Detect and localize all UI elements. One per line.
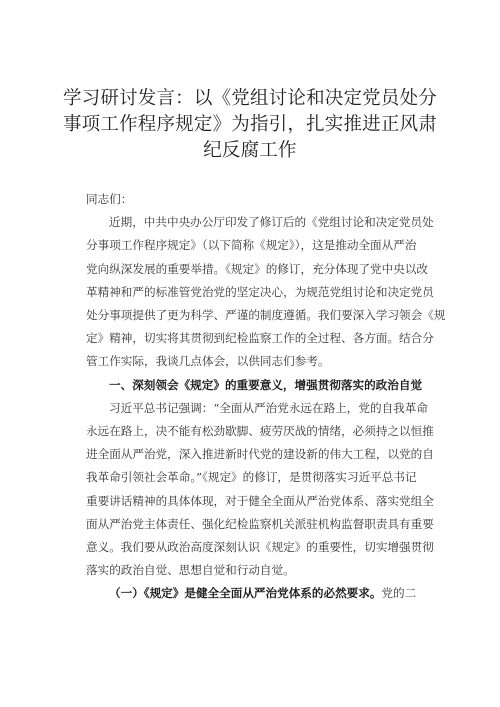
- title-line: 纪反腐工作: [203, 140, 297, 161]
- text-line: 永远在路上，决不能有松劲歇脚、疲劳厌战的情绪，必须持之以恒推: [86, 424, 434, 439]
- text-line: 近期，中共中央办公厅印发了修订后的《党组讨论和决定党员处: [109, 215, 434, 230]
- subsection-text: 党的二: [381, 586, 417, 601]
- text-line: 管工作实际，我谈几点体会，以供同志们参考。: [86, 354, 330, 369]
- title-line: 事项工作程序规定》为指引，扎实推进正风肃: [62, 114, 437, 135]
- text-line: 党向纵深发展的重要举措。《规定》的修订，充分体现了党中央以改: [86, 261, 429, 276]
- text-line: 面从严治党主体责任、强化纪检监察机关派驻机构监督职责具有重要: [86, 516, 434, 531]
- section-heading-text: 一、深刻领会《规定》的重要意义，增强贯彻落实的政治自觉: [109, 377, 423, 392]
- greeting: 同志们：: [86, 192, 133, 206]
- subsection-heading: （一）《规定》是健全全面从严治党体系的必然要求。: [109, 586, 382, 601]
- text-line: 革精神和严的标准管党治党的坚定决心，为规范党组讨论和决定党员: [86, 284, 434, 299]
- text-line: 重要讲话精神的具体体现，对于健全全面从严治党体系、落实党组全: [86, 493, 434, 508]
- text-line: 分事项工作程序规定》（以下简称《规定》），这是推动全面从严治: [86, 238, 417, 253]
- text-line: 进全面从严治党，深入推进新时代党的建设新的伟大工程，以党的自: [86, 447, 434, 462]
- document-title: [60, 86, 440, 164]
- document-body: [86, 188, 446, 606]
- title-line: 学习研讨发言：以《党组讨论和决定党员处分: [62, 88, 437, 109]
- subsection-paragraph: [86, 582, 436, 605]
- text-line: 意义。我们要从政治高度深刻认识《规定》的重要性，切实增强贯彻: [86, 540, 434, 555]
- text-line: [86, 582, 436, 605]
- text-line: 我革命引领社会革命。”《规定》的修订，是贯彻落实习近平总书记: [86, 470, 417, 485]
- text-line: 落实的政治自觉、思想自觉和行动自觉。: [86, 563, 295, 578]
- text-line: 习近平总书记强调：“全面从严治党永远在路上，党的自我革命: [109, 400, 428, 415]
- section-heading: [86, 374, 436, 397]
- paragraph-quote: [86, 397, 436, 583]
- text-line: 处分事项提供了更为科学、严谨的制度遵循。我们要深入学习领会《规: [86, 308, 446, 323]
- paragraph-intro: [86, 211, 446, 373]
- text-line: 定》精神，切实将其贯彻到纪检监察工作的全过程、各方面。结合分: [86, 331, 434, 346]
